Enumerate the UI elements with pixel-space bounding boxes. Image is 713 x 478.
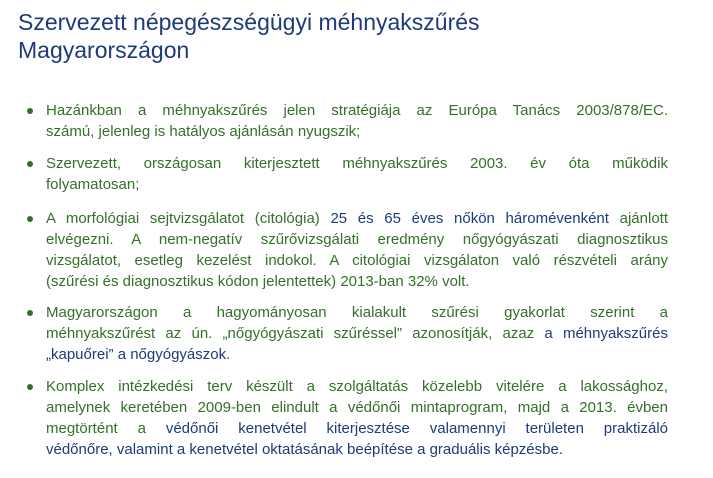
bullet-line: Magyarországon a hagyományosan kialakult szűrési gyakorlat szerint a [46, 304, 668, 321]
bullet-text-segment: megtörtént a [46, 420, 146, 437]
bullet-line: Komplex intézkedési terv készült a szolgáltatás közelebb vitelére a lakossághoz, [46, 378, 668, 395]
bullet-dot-icon [27, 310, 33, 316]
bullet-item-organized-screening [46, 153, 668, 195]
bullet-line [46, 344, 668, 365]
bullet-line: (szűrési és diagnosztikus kódon jelentettek) 2013-ban 32% volt. [46, 273, 470, 290]
bullet-line: Szervezett, országosan kiterjesztett méhnyakszűrés 2003. év óta működik [46, 155, 668, 172]
bullet-dot-icon [27, 108, 33, 114]
bullet-text-segment: A morfológiai sejtvizsgálatot (citológia) [46, 210, 320, 227]
bullet-text-segment: méhnyakszűrést az ún. „nőgyógyászati szűréssel” azonosítják, azaz [46, 325, 535, 342]
bullet-dot-icon [27, 216, 33, 222]
bullet-line: elvégezni. A nem-negatív szűrővizsgálati eredmény nőgyógyászati diagnosztikus [46, 231, 668, 248]
bullet-highlight-gatekeepers: a méhnyakszűrés [544, 325, 668, 342]
bullet-item-gatekeepers [46, 302, 668, 365]
bullet-line [46, 208, 668, 229]
bullet-line: vizsgálatot, esetleg kezelést indokol. A citológiai vizsgálaton való részvételi arány [46, 252, 668, 269]
slide-title-line-1: Szervezett népegészségügyi méhnyakszűrés [18, 9, 480, 35]
bullet-line: védőnőre, valamint a kenetvétel oktatásának beépítése a graduális képzésbe. [46, 441, 564, 458]
bullet-item-strategy [46, 100, 668, 142]
bullet-highlight-smear-extension: védőnői kenetvétel kiterjesztése valamennyi területen praktizáló [165, 420, 668, 437]
bullet-dot-icon [27, 161, 33, 167]
bullet-line: folyamatosan; [46, 176, 140, 193]
bullet-highlight-gynecologists: „kapuőrei” a nőgyógyászok [46, 346, 227, 363]
bullet-item-cytology [46, 208, 668, 292]
bullet-highlight-age-interval: 25 és 65 éves nőkön háromévenként [330, 210, 609, 227]
bullet-line: Hazánkban a méhnyakszűrés jelen stratégiája az Európa Tanács 2003/878/EC. [46, 102, 668, 119]
bullet-text-segment: ajánlott [619, 210, 668, 227]
bullet-text-segment: . [226, 346, 231, 363]
slide-title-line-2: Magyarországon [18, 37, 190, 63]
bullet-line [46, 323, 668, 344]
bullet-line: számú, jelenleg is hatályos ajánlásán nyugszik; [46, 123, 361, 140]
bullet-line [46, 418, 668, 439]
bullet-line: amelynek keretében 2009-ben elindult a védőnői mintaprogram, majd a 2013. évben [46, 399, 668, 416]
bullet-item-action-plan [46, 376, 668, 460]
bullet-dot-icon [27, 384, 33, 390]
